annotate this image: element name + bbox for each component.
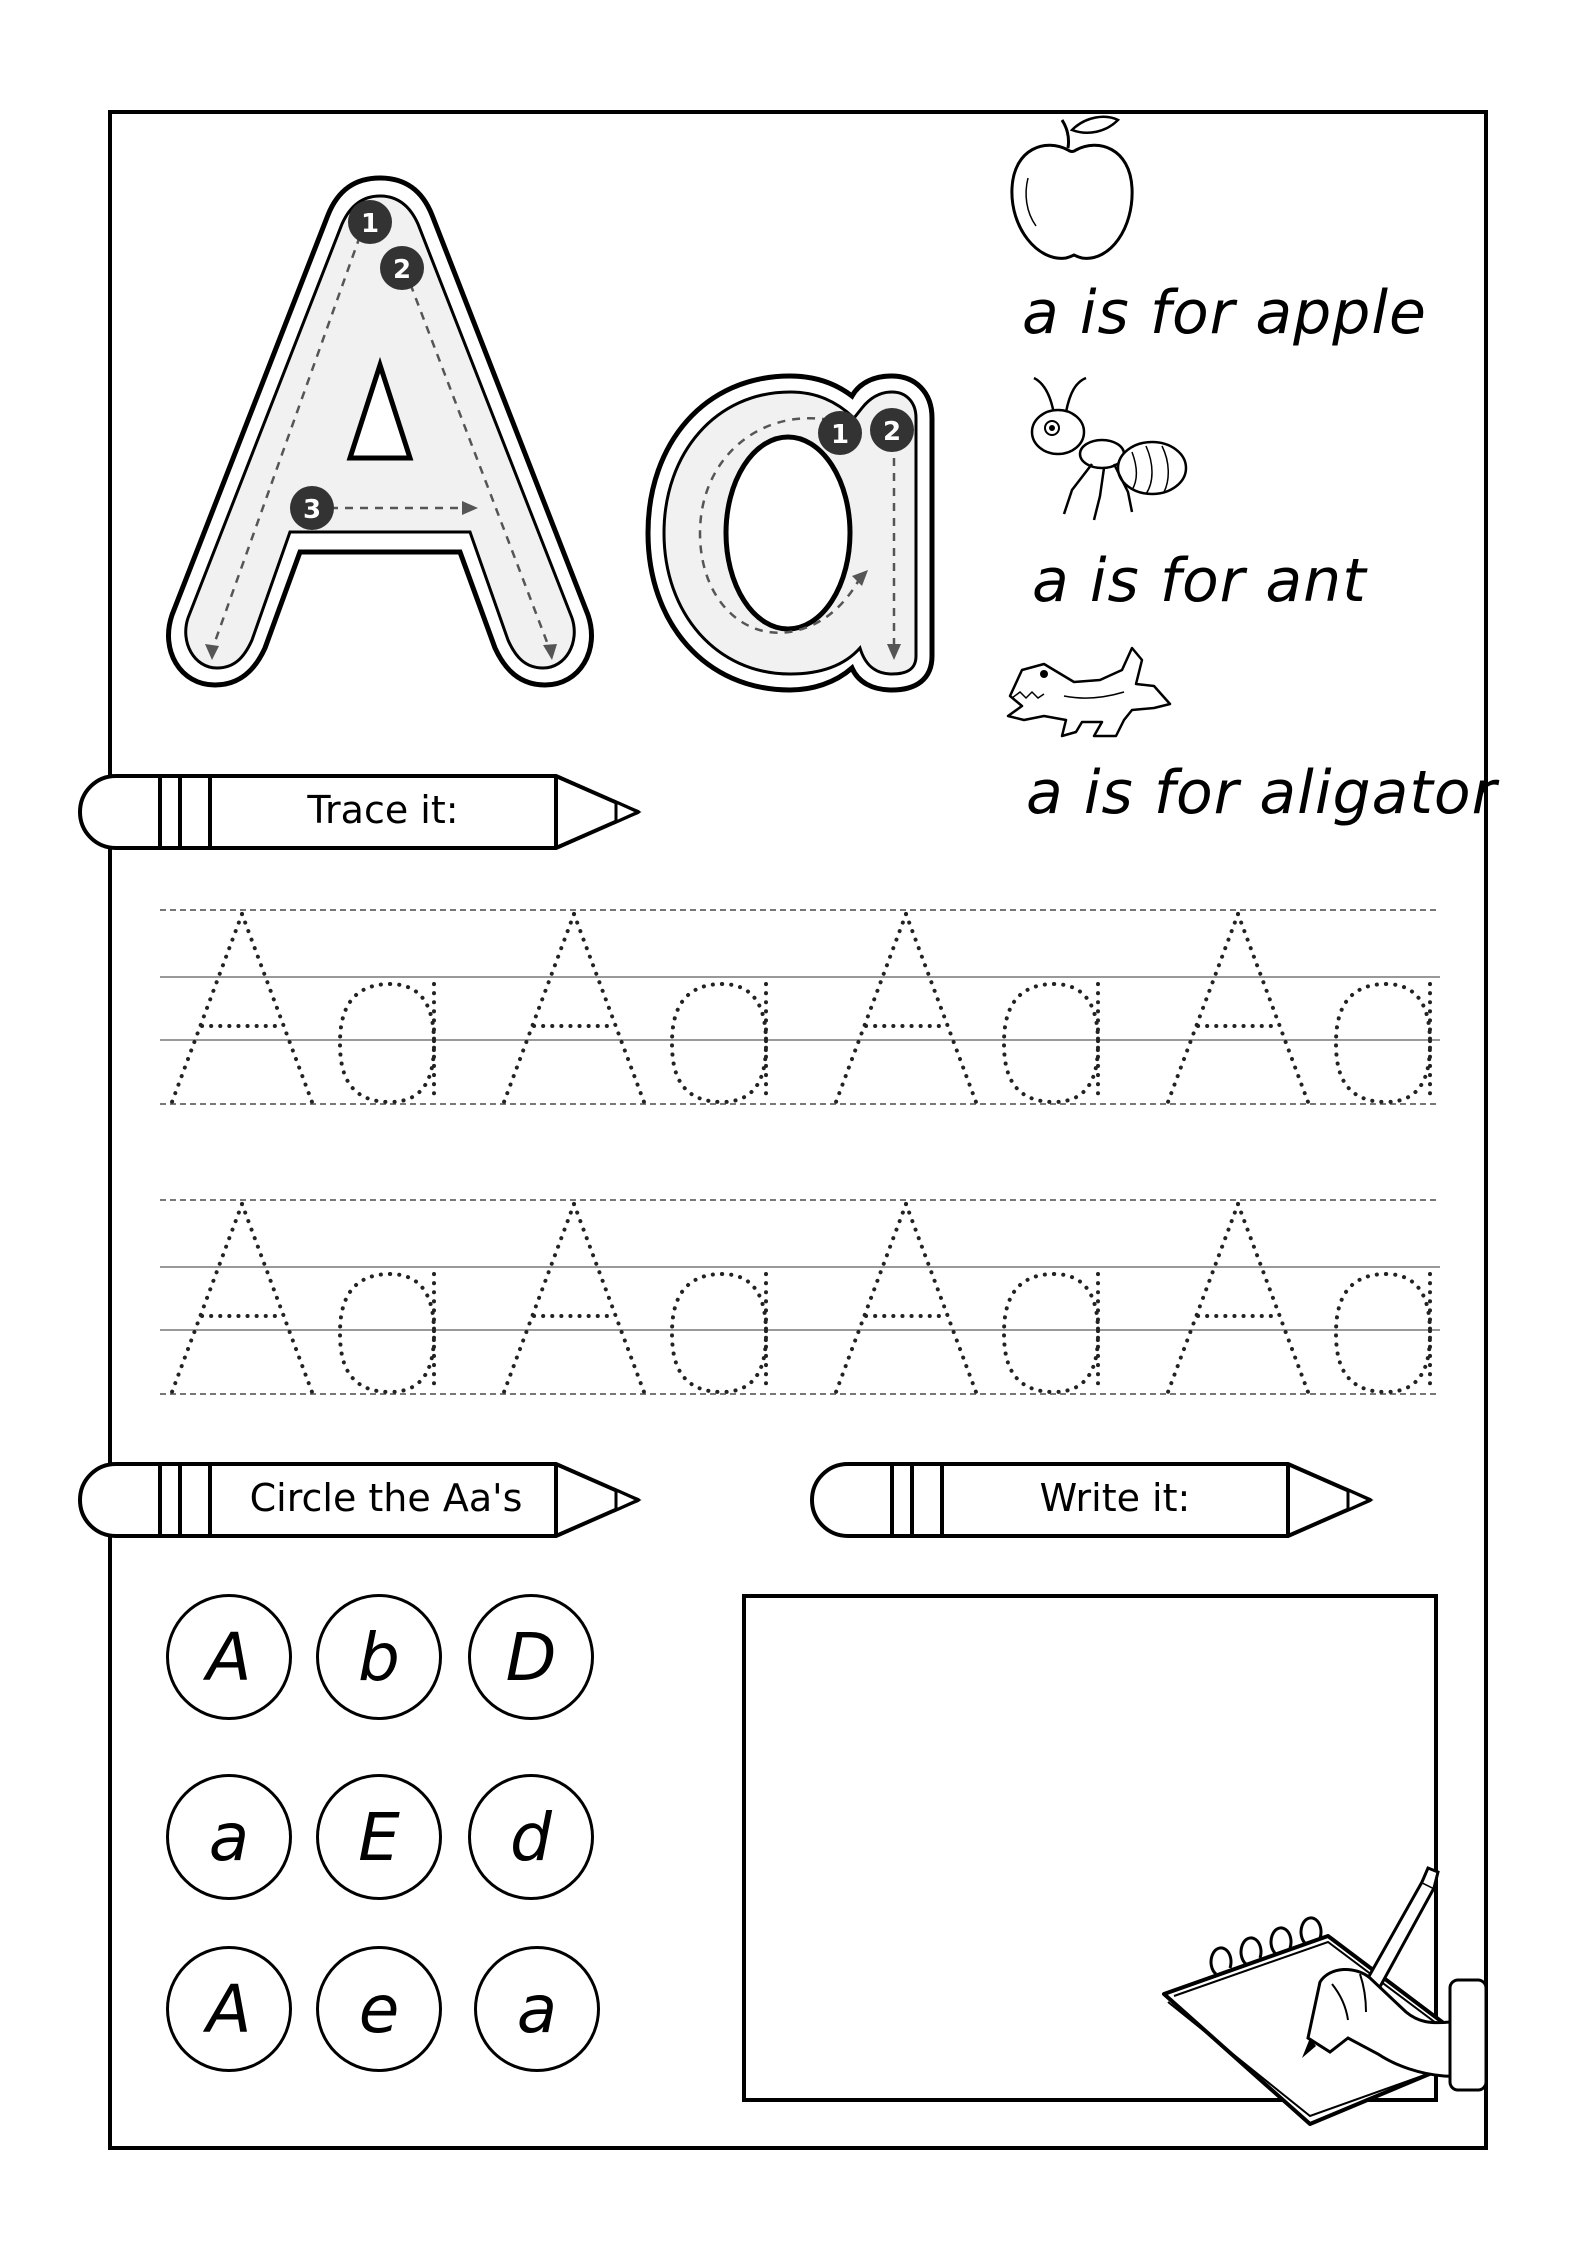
stroke-number-2: 2 [392,255,412,285]
stroke-number-1: 1 [360,209,380,239]
trace-row-2[interactable] [160,1190,1440,1396]
trace-label: Trace it: [307,788,459,832]
alligator-icon [1004,640,1174,752]
trace-letter-upper [172,1204,312,1392]
trace-letter-lower [1336,1274,1430,1392]
trace-letter-lower [672,984,766,1102]
trace-letter-lower [1336,984,1430,1102]
stroke-number-3: 3 [302,495,322,525]
letter-a-outline-icon [640,368,940,698]
trace-letter-lower [1004,984,1098,1102]
writing-notebook-icon [1160,1862,1490,2132]
circle-letter-2[interactable]: b [316,1594,442,1720]
trace-letter-upper [1168,1204,1308,1392]
trace-letter-upper [172,914,312,1102]
trace-letter-lower [672,1274,766,1392]
circle-pencil-banner [76,1460,646,1540]
circle-letter-6[interactable]: d [468,1774,594,1900]
circle-letter-3[interactable]: D [468,1594,594,1720]
trace-letter-lower [340,1274,434,1392]
word-apple: a is for apple [1022,278,1427,348]
circle-letter-7[interactable]: A [166,1946,292,2072]
word-alligator: a is for aligator [1026,758,1498,828]
big-letter-a [640,368,940,698]
letter-A-outline-icon [160,160,600,700]
apple-icon [1006,108,1138,268]
trace-letter-upper [1168,914,1308,1102]
trace-row-1[interactable] [160,900,1440,1106]
lower-stroke-number-2: 2 [882,417,902,447]
word-ant: a is for ant [1032,546,1367,616]
lower-stroke-number-1: 1 [830,420,850,450]
trace-pencil-banner [76,772,646,852]
circle-letter-8[interactable]: e [316,1946,442,2072]
circle-letter-1[interactable]: A [166,1594,292,1720]
trace-letter-upper [504,914,644,1102]
trace-letters-row-1 [160,900,1440,1106]
write-pencil-banner [808,1460,1378,1540]
trace-letter-upper [836,1204,976,1392]
trace-letter-lower [1004,1274,1098,1392]
trace-letter-lower [340,984,434,1102]
circle-letter-9[interactable]: a [474,1946,600,2072]
big-letter-A [160,160,600,700]
trace-letter-upper [504,1204,644,1392]
circle-label: Circle the Aa's [249,1476,523,1520]
circle-letter-5[interactable]: E [316,1774,442,1900]
write-label: Write it: [1039,1476,1191,1520]
ant-icon [1020,372,1190,522]
trace-letters-row-2 [160,1190,1440,1396]
trace-letter-upper [836,914,976,1102]
circle-letter-4[interactable]: a [166,1774,292,1900]
